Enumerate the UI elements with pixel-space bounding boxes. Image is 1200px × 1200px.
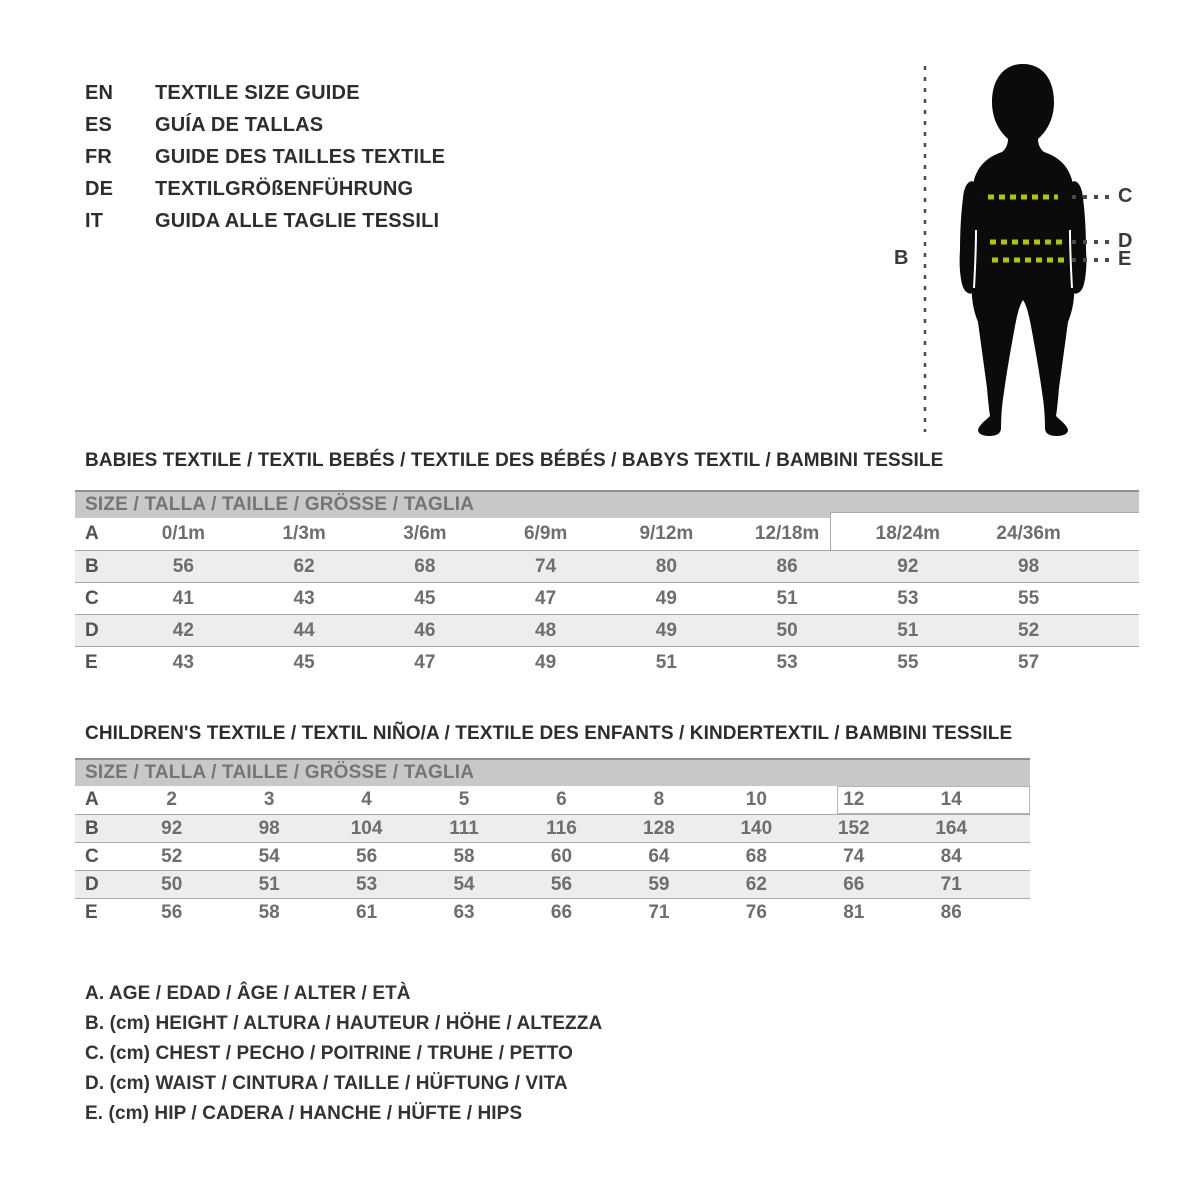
size-cell: 50 <box>161 874 183 895</box>
size-cell: 44 <box>293 620 315 641</box>
size-table-row <box>75 582 1139 614</box>
language-label: GUIDA ALLE TAGLIE TESSILI <box>155 210 440 232</box>
legend-line: D. (cm) WAIST / CINTURA / TAILLE / HÜFTUNG / VITA <box>85 1073 568 1094</box>
language-row <box>85 173 445 205</box>
row-letter: B <box>85 556 99 577</box>
language-row <box>85 77 445 109</box>
row-cells <box>123 518 1139 550</box>
size-cell: 58 <box>453 846 475 867</box>
size-cell: 86 <box>940 902 962 923</box>
size-cell: 92 <box>161 818 183 839</box>
size-cell: 80 <box>655 556 677 577</box>
size-cell: 43 <box>293 588 315 609</box>
size-cell: 74 <box>535 556 557 577</box>
size-cell: 56 <box>172 556 194 577</box>
size-cell: 56 <box>550 874 573 895</box>
size-cell: 116 <box>546 818 577 839</box>
language-code: ES <box>85 114 113 136</box>
size-cell: 10 <box>745 789 767 810</box>
size-cell: 1/3m <box>282 523 326 544</box>
size-table-row <box>75 786 1030 814</box>
row-cells <box>123 786 1030 814</box>
size-cell: 42 <box>172 620 194 641</box>
row-cells <box>123 871 1030 898</box>
size-cell: 49 <box>535 652 557 673</box>
size-cell: 62 <box>745 874 767 895</box>
row-letter: D <box>85 874 99 895</box>
size-cell: 51 <box>655 652 677 673</box>
size-cell: 45 <box>293 652 315 673</box>
size-cell: 59 <box>648 874 670 895</box>
size-cell: 8 <box>653 789 665 810</box>
size-cell: 12/18m <box>754 523 820 544</box>
row-letter: A <box>85 789 99 810</box>
size-cell: 164 <box>935 818 968 839</box>
size-cell: 53 <box>356 874 378 895</box>
row-cells <box>123 615 1139 646</box>
size-cell: 14 <box>940 789 962 810</box>
row-cells <box>123 843 1030 870</box>
size-cell: 71 <box>648 902 670 923</box>
size-table-row <box>75 646 1139 678</box>
size-cell: 18/24m <box>875 523 941 544</box>
size-cell: 41 <box>172 588 194 609</box>
size-cell: 50 <box>776 620 798 641</box>
size-cell: 63 <box>453 902 475 923</box>
row-letter: E <box>85 652 98 673</box>
size-cell: 46 <box>414 620 436 641</box>
size-cell: 54 <box>453 874 475 895</box>
language-label: GUIDE DES TAILLES TEXTILE <box>155 146 446 168</box>
children-section-title: CHILDREN'S TEXTILE / TEXTIL NIÑO/A / TEXTILE DES ENFANTS / KINDERTEXTIL / BAMBINI TESSILE <box>85 723 1013 744</box>
size-cell: 51 <box>258 874 280 895</box>
language-row <box>85 205 445 237</box>
size-cell: 64 <box>648 846 670 867</box>
size-cell: 98 <box>258 818 280 839</box>
row-letter: A <box>85 523 99 544</box>
size-cell: 52 <box>161 846 183 867</box>
row-letter: D <box>85 620 99 641</box>
size-cell: 76 <box>745 902 767 923</box>
size-cell: 66 <box>843 874 865 895</box>
size-cell: 84 <box>940 846 962 867</box>
size-table-row <box>75 614 1139 646</box>
size-cell: 56 <box>356 846 378 867</box>
size-cell: 51 <box>776 588 798 609</box>
children-size-header: SIZE / TALLA / TAILLE / GRÖSSE / TAGLIA <box>75 758 1030 786</box>
size-cell: 12 <box>843 789 865 810</box>
size-table-row <box>75 898 1030 926</box>
size-cell: 9/12m <box>639 523 694 544</box>
size-cell: 71 <box>940 874 962 895</box>
language-code: FR <box>85 146 113 168</box>
size-cell: 152 <box>837 818 870 839</box>
babies-size-table <box>75 490 1139 678</box>
size-cell: 140 <box>740 818 773 839</box>
size-cell: 55 <box>897 652 919 673</box>
babies-section-title: BABIES TEXTILE / TEXTIL BEBÉS / TEXTILE DES BÉBÉS / BABYS TEXTIL / BAMBINI TESSILE <box>85 450 944 471</box>
row-cells <box>123 899 1030 926</box>
size-cell: 92 <box>897 556 919 577</box>
size-cell: 45 <box>414 588 436 609</box>
size-cell: 66 <box>550 902 573 923</box>
chest-label: C <box>1118 185 1133 207</box>
legend-line: E. (cm) HIP / CADERA / HANCHE / HÜFTE / HIPS <box>85 1103 523 1124</box>
language-list <box>85 77 445 237</box>
size-cell: 3/6m <box>403 523 447 544</box>
size-cell: 56 <box>161 902 183 923</box>
size-table-row <box>75 842 1030 870</box>
row-letter: E <box>85 902 98 923</box>
size-cell: 52 <box>1018 620 1040 641</box>
size-cell: 3 <box>263 789 275 810</box>
size-table-row <box>75 870 1030 898</box>
child-left-arm <box>960 181 981 293</box>
measurement-legend <box>85 979 602 1129</box>
size-cell: 128 <box>643 818 675 839</box>
language-code: EN <box>85 82 114 104</box>
size-cell: 81 <box>843 902 865 923</box>
row-letter: C <box>85 588 99 609</box>
legend-line: A. AGE / EDAD / ÂGE / ALTER / ETÀ <box>85 983 411 1004</box>
children-rows <box>75 786 1030 926</box>
size-table-row <box>75 518 1139 550</box>
row-cells <box>123 647 1139 678</box>
size-cell: 53 <box>897 588 919 609</box>
size-cell: 58 <box>258 902 280 923</box>
size-cell: 55 <box>1018 588 1040 609</box>
size-cell: 6/9m <box>523 523 568 544</box>
size-cell: 24/36m <box>996 523 1061 544</box>
size-cell: 62 <box>293 556 315 577</box>
size-cell: 57 <box>1018 652 1040 673</box>
size-cell: 104 <box>350 818 383 839</box>
size-cell: 49 <box>655 588 677 609</box>
children-size-table <box>75 758 1030 926</box>
size-cell: 47 <box>535 588 557 609</box>
child-silhouette <box>972 64 1074 436</box>
language-label: TEXTILE SIZE GUIDE <box>155 82 360 104</box>
size-cell: 68 <box>745 846 767 867</box>
size-table-row <box>75 814 1030 842</box>
size-cell: 60 <box>550 846 573 867</box>
row-letter: B <box>85 818 99 839</box>
waist-label: D <box>1118 230 1133 252</box>
size-cell: 74 <box>843 846 865 867</box>
size-cell: 53 <box>776 652 798 673</box>
language-row <box>85 109 445 141</box>
language-code: DE <box>85 178 114 200</box>
size-cell: 49 <box>655 620 677 641</box>
size-cell: 111 <box>449 818 479 839</box>
size-table-row <box>75 550 1139 582</box>
language-label: GUÍA DE TALLAS <box>155 114 324 136</box>
height-label: B <box>894 247 909 269</box>
size-cell: 48 <box>535 620 557 641</box>
legend-line: C. (cm) CHEST / PECHO / POITRINE / TRUHE / PETTO <box>85 1043 573 1064</box>
size-cell: 4 <box>361 789 372 810</box>
size-cell: 43 <box>172 652 194 673</box>
hip-label: E <box>1118 248 1132 270</box>
babies-rows <box>75 518 1139 678</box>
size-cell: 54 <box>258 846 280 867</box>
size-cell: 98 <box>1018 556 1040 577</box>
row-cells <box>123 551 1139 582</box>
size-cell: 61 <box>356 902 378 923</box>
size-cell: 2 <box>166 789 177 810</box>
language-row <box>85 141 445 173</box>
legend-line: B. (cm) HEIGHT / ALTURA / HAUTEUR / HÖHE / ALTEZZA <box>85 1013 603 1034</box>
row-cells <box>123 583 1139 614</box>
language-label: TEXTILGRÖßENFÜHRUNG <box>155 178 414 200</box>
child-silhouette-figure <box>880 50 1140 450</box>
size-cell: 0/1m <box>161 523 206 544</box>
row-cells <box>123 815 1030 842</box>
language-code: IT <box>85 210 104 232</box>
size-cell: 5 <box>458 789 470 810</box>
size-cell: 47 <box>414 652 436 673</box>
size-cell: 51 <box>897 620 919 641</box>
row-letter: C <box>85 846 99 867</box>
babies-size-header: SIZE / TALLA / TAILLE / GRÖSSE / TAGLIA <box>75 490 1139 518</box>
size-cell: 6 <box>556 789 567 810</box>
size-cell: 68 <box>414 556 436 577</box>
size-cell: 86 <box>776 556 798 577</box>
